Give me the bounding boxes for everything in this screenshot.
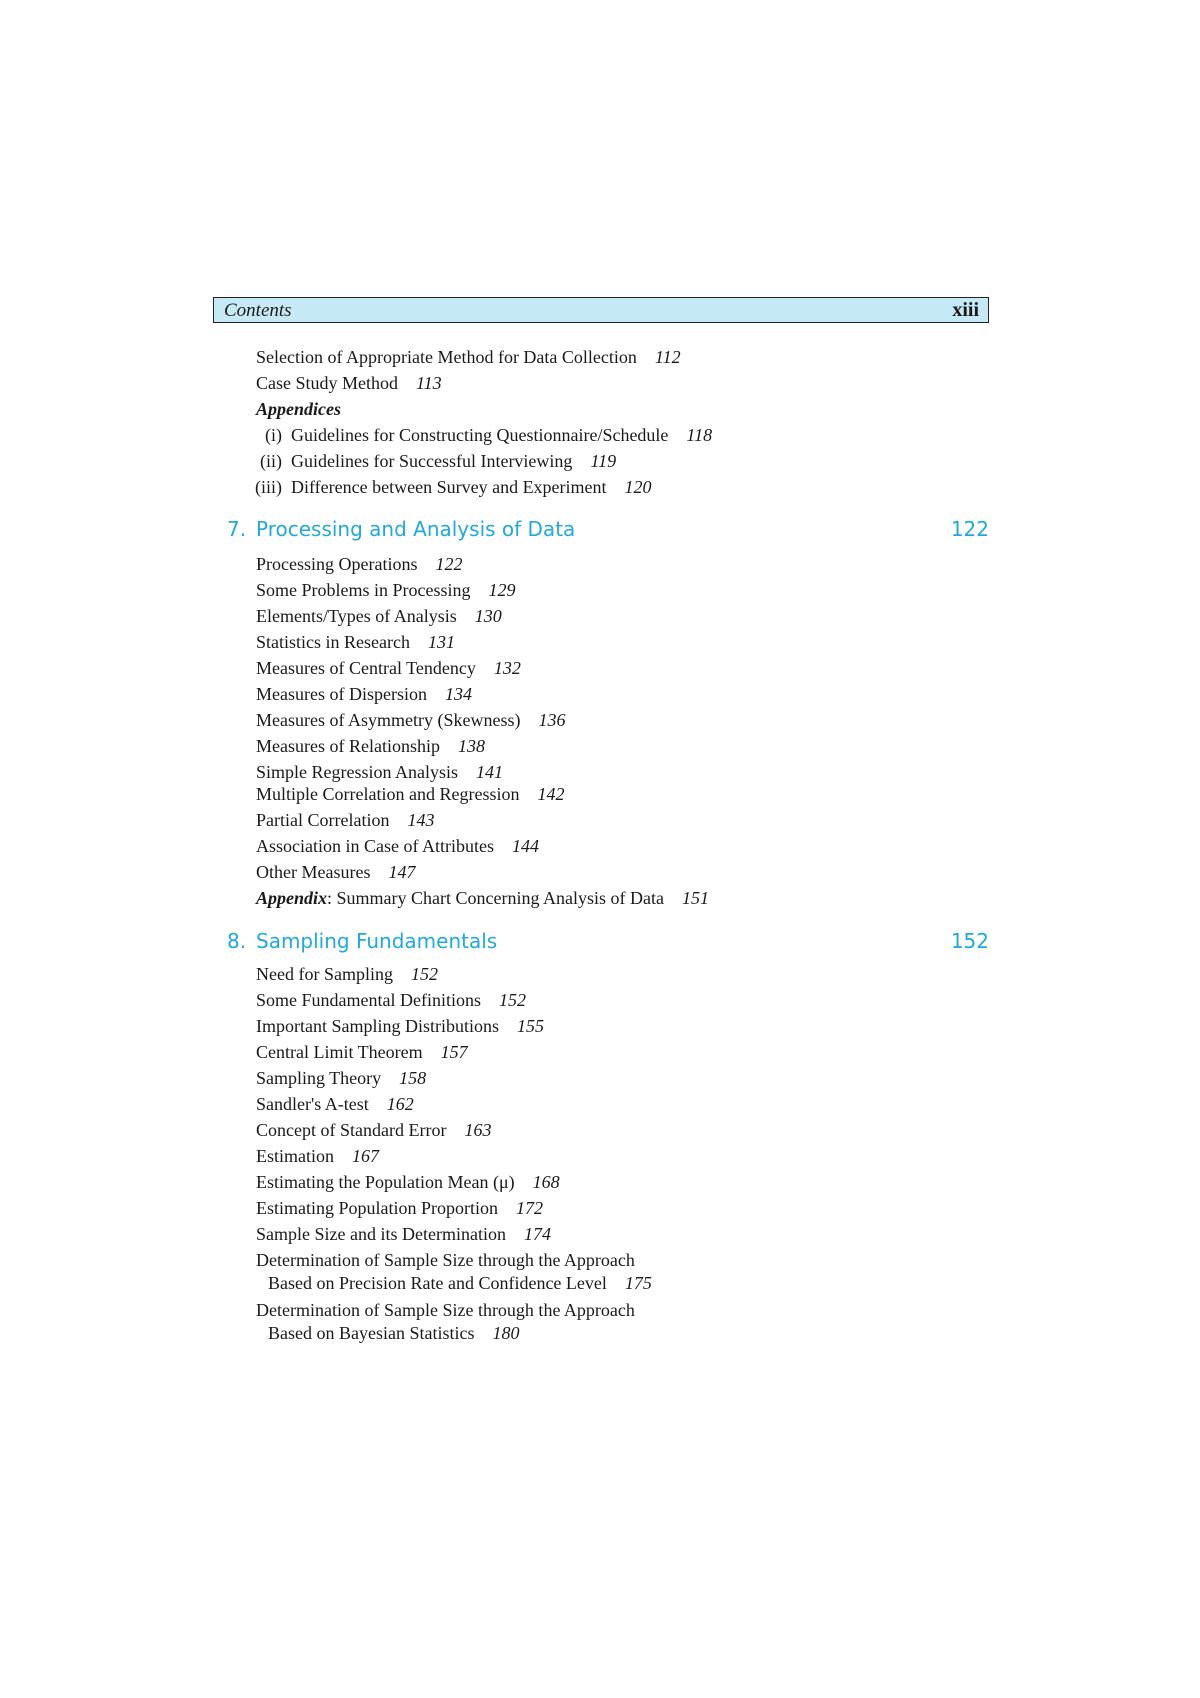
- appendix-item[interactable]: [252, 476, 652, 498]
- toc-entry-text: Other Measures: [256, 862, 371, 882]
- appendix-numeral: (iii): [255, 477, 282, 497]
- chapter-title: Sampling Fundamentals: [256, 929, 498, 953]
- toc-entry[interactable]: [256, 1041, 468, 1063]
- toc-entry-text: Estimating the Population Mean (μ): [256, 1172, 515, 1192]
- toc-entry-page: 152: [410, 964, 438, 984]
- toc-entry[interactable]: [256, 783, 564, 805]
- toc-entry[interactable]: [256, 683, 472, 705]
- toc-entry-page: 143: [407, 810, 435, 830]
- toc-entry-page: 120: [624, 477, 652, 497]
- toc-entry-text: Sample Size and its Determination: [256, 1224, 506, 1244]
- toc-entry[interactable]: [256, 553, 462, 575]
- toc-entry-page: 131: [427, 632, 455, 652]
- toc-entry-text: Need for Sampling: [256, 964, 393, 984]
- toc-entry[interactable]: [256, 657, 521, 679]
- toc-entry[interactable]: [256, 372, 442, 394]
- toc-entry-appendix[interactable]: [256, 887, 709, 909]
- toc-entry-page: 112: [654, 347, 681, 367]
- toc-entry-page: 132: [493, 658, 521, 678]
- toc-entry-page: 162: [386, 1094, 414, 1114]
- toc-entry-text: Central Limit Theorem: [256, 1042, 423, 1062]
- toc-entry-multiline-first[interactable]: [256, 1299, 635, 1321]
- toc-entry[interactable]: [256, 1067, 426, 1089]
- toc-entry-text: Based on Bayesian Statistics: [268, 1323, 475, 1343]
- appendices-label: Appendices: [256, 399, 341, 419]
- toc-entry[interactable]: [256, 605, 502, 627]
- toc-entry[interactable]: [256, 1093, 414, 1115]
- running-header: [213, 297, 989, 323]
- toc-entry-text: Selection of Appropriate Method for Data Collection: [256, 347, 637, 367]
- toc-entry-text: Estimation: [256, 1146, 334, 1166]
- toc-entry-page: 167: [352, 1146, 379, 1166]
- toc-entry-page: 134: [444, 684, 472, 704]
- toc-entry-text: Concept of Standard Error: [256, 1120, 447, 1140]
- toc-entry[interactable]: [256, 631, 455, 653]
- toc-entry-text: Sandler's A-test: [256, 1094, 369, 1114]
- chapter-7-heading[interactable]: [227, 517, 989, 545]
- toc-entry-page: 152: [498, 990, 526, 1010]
- toc-entry-multiline-first[interactable]: [256, 1249, 635, 1271]
- header-title: Contents: [224, 300, 292, 321]
- toc-entry-page: 180: [492, 1323, 520, 1343]
- toc-entry-page: 168: [532, 1172, 560, 1192]
- appendix-label: Appendix: [256, 888, 328, 908]
- toc-entry-page: 130: [474, 606, 502, 626]
- toc-entry-page: 138: [457, 736, 485, 756]
- toc-entry-page: 142: [537, 784, 565, 804]
- toc-entry[interactable]: [256, 1015, 544, 1037]
- toc-entry-text: Determination of Sample Size through the Approach: [256, 1300, 635, 1320]
- toc-entry-page: 163: [464, 1120, 492, 1140]
- toc-entry-page: 122: [435, 554, 463, 574]
- chapter-page: 122: [950, 517, 989, 541]
- toc-entry[interactable]: [256, 709, 565, 731]
- toc-entry[interactable]: [256, 809, 434, 831]
- toc-entry-page: 157: [440, 1042, 468, 1062]
- toc-entry[interactable]: [256, 735, 485, 757]
- toc-entry-page: 172: [516, 1198, 543, 1218]
- toc-entry[interactable]: [256, 861, 415, 883]
- appendix-numeral: (ii): [260, 451, 282, 471]
- toc-entry-text: Some Fundamental Definitions: [256, 990, 481, 1010]
- toc-entry-text: Based on Precision Rate and Confidence Level: [268, 1273, 607, 1293]
- toc-entry-page: 151: [681, 888, 709, 908]
- toc-entry-text: Guidelines for Successful Interviewing: [291, 451, 573, 471]
- toc-entry-text: Difference between Survey and Experiment: [291, 477, 607, 497]
- chapter-number: 7.: [227, 517, 247, 541]
- toc-entry-text: Sampling Theory: [256, 1068, 382, 1088]
- toc-entry-text: Measures of Relationship: [256, 736, 440, 756]
- toc-entry-text: Statistics in Research: [256, 632, 410, 652]
- toc-entry-text: Multiple Correlation and Regression: [256, 784, 520, 804]
- toc-entry-text: Elements/Types of Analysis: [256, 606, 457, 626]
- toc-entry-text: Determination of Sample Size through the Approach: [256, 1250, 635, 1270]
- toc-entry-page: 158: [399, 1068, 427, 1088]
- toc-entry-page: 113: [416, 373, 442, 393]
- toc-entry-text: Measures of Dispersion: [256, 684, 427, 704]
- toc-entry-page: 144: [511, 836, 539, 856]
- chapter-title: Processing and Analysis of Data: [256, 517, 576, 541]
- toc-entry-text: Important Sampling Distributions: [256, 1016, 499, 1036]
- toc-entry-text: Partial Correlation: [256, 810, 390, 830]
- chapter-page: 152: [950, 929, 989, 953]
- toc-entry[interactable]: [256, 1145, 379, 1167]
- toc-entry-text: Guidelines for Constructing Questionnaire/Schedule: [291, 425, 669, 445]
- toc-entry-page: 129: [488, 580, 516, 600]
- toc-entry-page: 118: [686, 425, 713, 445]
- chapter-number: 8.: [227, 929, 247, 953]
- toc-entry-page: 136: [538, 710, 566, 730]
- toc-entry-text: Estimating Population Proportion: [256, 1198, 498, 1218]
- appendix-item[interactable]: [252, 450, 616, 472]
- toc-entry[interactable]: [256, 989, 526, 1011]
- toc-entry-text: Measures of Central Tendency: [256, 658, 476, 678]
- header-page-number: xiii: [952, 299, 979, 321]
- toc-entry-text: Some Problems in Processing: [256, 580, 471, 600]
- toc-entry-text: : Summary Chart Concerning Analysis of Data: [327, 888, 664, 908]
- toc-entry[interactable]: [256, 835, 539, 857]
- chapter-8-heading[interactable]: [227, 929, 989, 957]
- toc-entry[interactable]: [256, 346, 681, 368]
- toc-entry[interactable]: [256, 963, 438, 985]
- toc-entry-page: 155: [517, 1016, 544, 1036]
- appendix-item[interactable]: [252, 424, 712, 446]
- toc-entry-multiline-second[interactable]: [268, 1322, 519, 1344]
- toc-entry[interactable]: [256, 1223, 551, 1245]
- toc-entry-multiline-second[interactable]: [268, 1272, 652, 1294]
- toc-entry-page: 174: [523, 1224, 551, 1244]
- appendices-heading: [256, 398, 341, 420]
- toc-entry-text: Simple Regression Analysis: [256, 762, 458, 782]
- toc-entry-page: 119: [590, 451, 617, 471]
- toc-entry-text: Processing Operations: [256, 554, 418, 574]
- toc-entry-page: 175: [624, 1273, 652, 1293]
- toc-entry[interactable]: [256, 1119, 491, 1141]
- toc-entry-page: 147: [388, 862, 416, 882]
- toc-entry-text: Case Study Method: [256, 373, 398, 393]
- toc-entry[interactable]: [256, 579, 516, 601]
- toc-entry[interactable]: [256, 1197, 543, 1219]
- appendix-numeral: (i): [265, 425, 282, 445]
- toc-entry-text: Measures of Asymmetry (Skewness): [256, 710, 521, 730]
- toc-entry[interactable]: [256, 1171, 560, 1193]
- toc-entry[interactable]: [256, 761, 503, 783]
- toc-entry-page: 141: [476, 762, 503, 782]
- toc-entry-text: Association in Case of Attributes: [256, 836, 494, 856]
